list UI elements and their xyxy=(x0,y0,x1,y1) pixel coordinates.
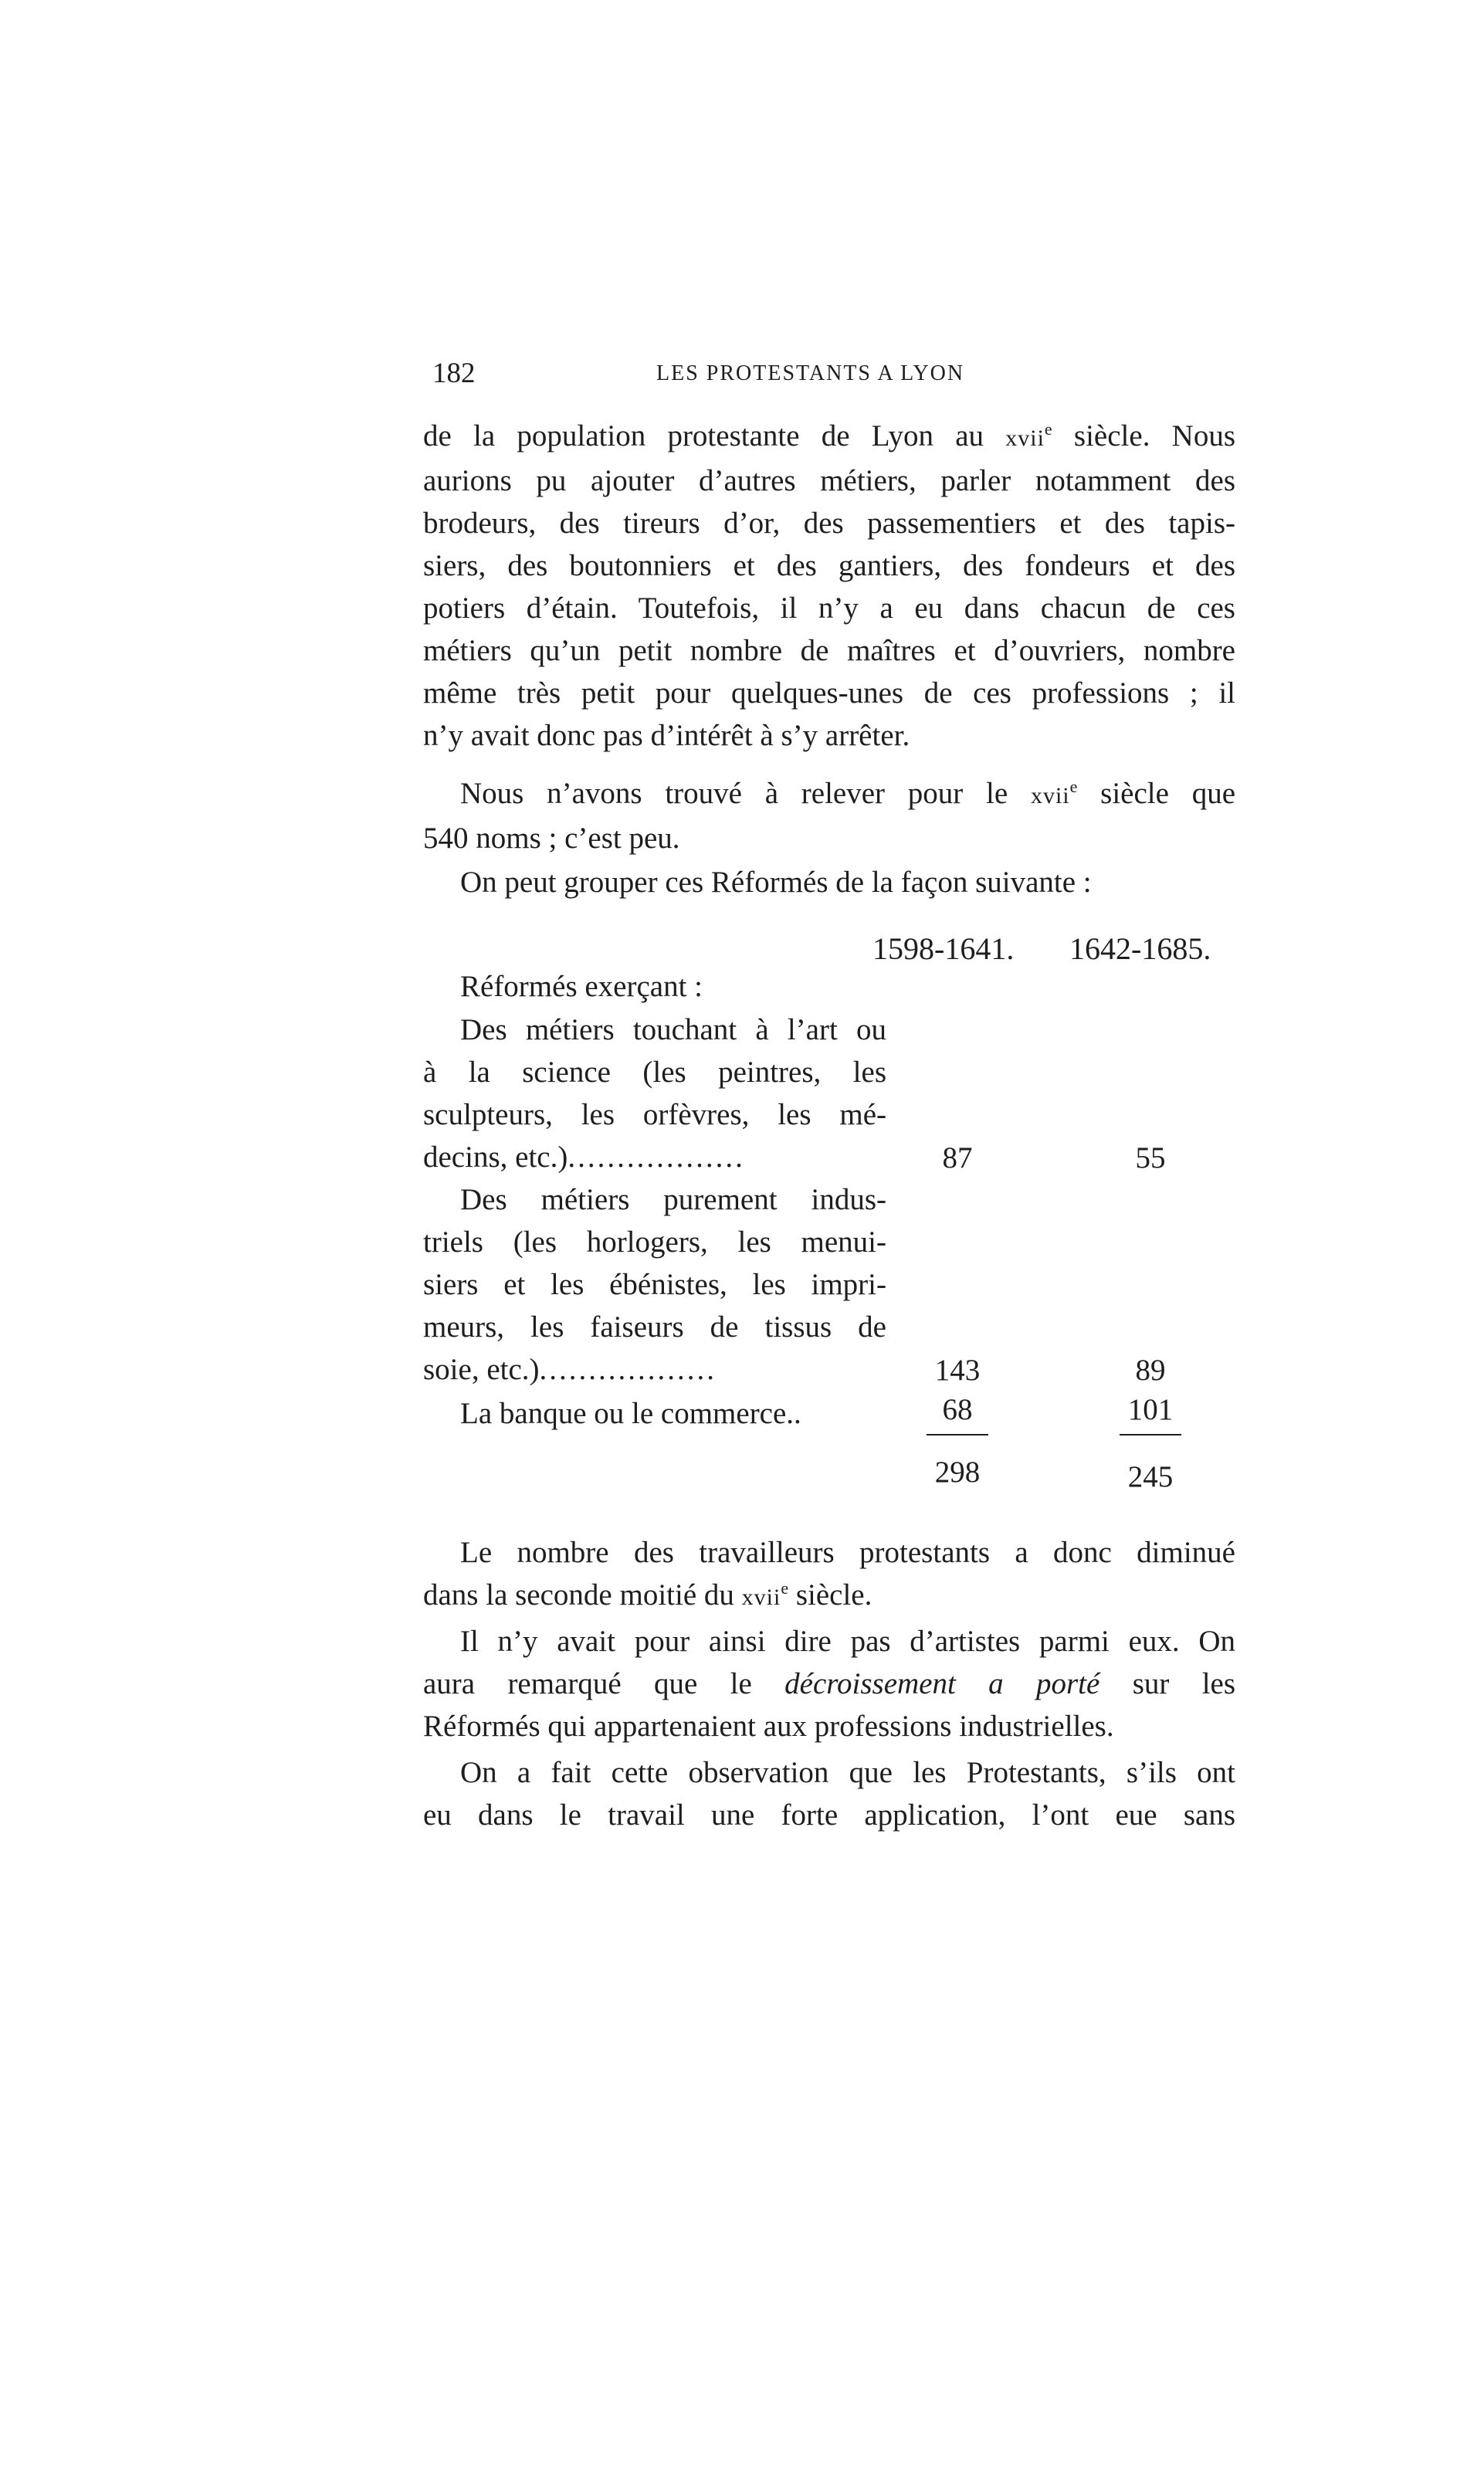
text-line: de la population protestante de Lyon au xvii$^e$ siècle. Nous xyxy=(423,419,1236,453)
text-line: aurions pu ajouter d’autres métiers, parler notamment des xyxy=(423,464,1235,497)
text-line: dans la seconde moitié du xvii$^e$ siècle. xyxy=(423,1578,872,1612)
paragraph-3 xyxy=(423,861,1235,903)
table-cell: 87 xyxy=(942,1141,973,1174)
text-line: potiers d’étain. Toutefois, il n’y a eu dans chacun de ces xyxy=(423,591,1235,625)
sum-rule-col2 xyxy=(1120,1434,1181,1435)
table-row: Des métiers touchant à l’art ou à la science (les peintres, les sculpteurs, les orfèvres, les mé- decins, etc.).................. xyxy=(423,1013,886,1174)
text-line: n’y avait donc pas d’intérêt à s’y arrêter. xyxy=(423,719,910,752)
text-line: siers, des boutonniers et des gantiers, des fondeurs et des xyxy=(423,549,1235,582)
page-number: 182 xyxy=(432,358,476,389)
paragraph-5 xyxy=(423,1620,1235,1747)
table-cell: 68 xyxy=(942,1393,973,1426)
column-header-1598-1641: 1598-1641. xyxy=(872,931,1015,966)
page-header xyxy=(432,357,1226,403)
text-line: On a fait cette observation que les Protestants, s’ils ont xyxy=(460,1756,1235,1789)
table-cell: 143 xyxy=(934,1354,981,1387)
text-line: Il n’y avait pour ainsi dire pas d’artistes parmi eux. On xyxy=(460,1625,1235,1658)
table-row: Des métiers purement indus- triels (les horlogers, les menui- siers et les ébénistes, les impri- meurs, les faiseurs de tissus de soie, etc.).................. xyxy=(423,1183,886,1386)
text-line: Le nombre des travailleurs protestants a donc diminué xyxy=(460,1536,1235,1569)
table-total: 245 xyxy=(1127,1460,1174,1493)
table-cell: 55 xyxy=(1135,1141,1166,1174)
text-line: Réformés qui appartenaient aux professions industrielles. xyxy=(423,1710,1114,1743)
running-head: LES PROTESTANTS A LYON xyxy=(656,361,965,385)
paragraph-2 xyxy=(423,772,1235,859)
text-line: On peut grouper ces Réformés de la façon suivante : xyxy=(460,866,1092,899)
sum-rule-col1 xyxy=(927,1434,988,1435)
paragraph-1 xyxy=(423,415,1235,757)
table-cell: 101 xyxy=(1127,1393,1174,1426)
text-line: brodeurs, des tireurs d’or, des passementiers et des tapis- xyxy=(423,507,1235,540)
text-line: Nous n’avons trouvé à relever pour le xvii$^e$ siècle que xyxy=(460,777,1236,810)
text-line: même très petit pour quelques-unes de ces professions ; il xyxy=(423,676,1235,710)
text-line: eu dans le travail une forte application, l’ont eue sans xyxy=(423,1798,1235,1832)
table-cell: 89 xyxy=(1135,1354,1166,1387)
text-line: métiers qu’un petit nombre de maîtres et d’ouvriers, nombre xyxy=(423,634,1235,667)
table-row: La banque ou le commerce.. xyxy=(460,1397,801,1430)
text-line: aura remarqué que le décroissement a porté sur les xyxy=(423,1667,1236,1700)
paragraph-6 xyxy=(423,1751,1235,1836)
table-intro: Réformés exerçant : xyxy=(460,970,703,1003)
column-header-1642-1685: 1642-1685. xyxy=(1069,931,1211,966)
table-total: 298 xyxy=(934,1456,981,1489)
text-line: 540 noms ; c’est peu. xyxy=(423,822,680,855)
paragraph-4 xyxy=(423,1531,1235,1619)
